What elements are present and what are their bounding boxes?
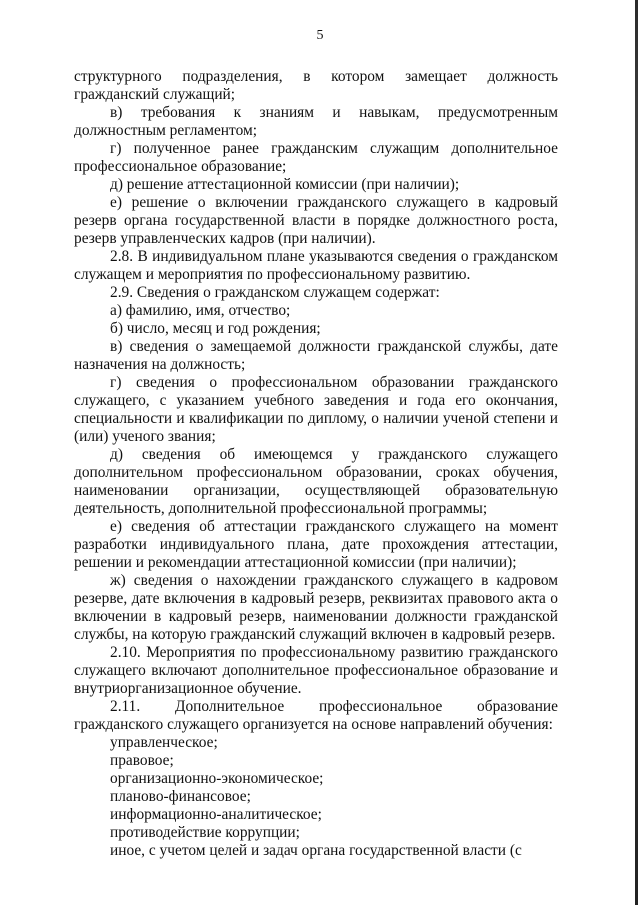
list-item: управленческое;	[110, 734, 218, 751]
paragraph: е) решение о включении гражданского служащего в кадровый резерв органа государственной власти в порядке должностного роста, резерв управленческих кадров (при наличии).	[74, 194, 558, 247]
paragraph: е) сведения об аттестации гражданского служащего на момент разработки индивидуального плана, дате прохождения аттестации, решении и рекомендации аттестационной комиссии (при наличии);	[74, 518, 558, 571]
paragraph: 2.9. Сведения о гражданском служащем содержат:	[110, 284, 440, 301]
paragraph: б) число, месяц и год рождения;	[110, 320, 321, 337]
paragraph: а) фамилию, имя, отчество;	[110, 302, 291, 319]
paragraph: 2.8. В индивидуальном плане указываются сведения о гражданском служащем и мероприятия по профессиональному развитию.	[74, 248, 558, 283]
paragraph: ж) сведения о нахождении гражданского служащего в кадровом резерве, дате включения в кадровый резерв, реквизитах правового акта о включении в кадровый резерв, наименовании должности гражданской службы, на которую гражданский служащий включен в кадровый резерв.	[74, 572, 558, 643]
list-item: правовое;	[110, 752, 174, 769]
paragraph: 2.10. Мероприятия по профессиональному развитию гражданского служащего включают дополнительное профессиональное образование и внутриорганизационное обучение.	[74, 644, 558, 697]
paragraph: д) сведения об имеющемся у гражданского служащего дополнительном профессиональном образовании, сроках обучения, наименовании организации, осуществляющей образовательную деятельность, дополнительной профессиональной программы;	[74, 446, 558, 517]
list-item: иное, с учетом целей и задач органа государственной власти (с	[110, 842, 522, 859]
scan-edge	[635, 0, 638, 905]
paragraph: д) решение аттестационной комиссии (при наличии);	[110, 176, 460, 193]
list-item: организационно-экономическое;	[110, 770, 324, 787]
paragraph: в) сведения о замещаемой должности гражданской службы, дате назначения на должность;	[74, 338, 558, 373]
paragraph: г) полученное ранее гражданским служащим дополнительное профессиональное образование;	[74, 140, 558, 175]
paragraph: 2.11. Дополнительное профессиональное образование гражданского служащего организуется на основе направлений обучения:	[74, 698, 558, 733]
list-item: информационно-аналитическое;	[110, 806, 322, 823]
list-item: планово-финансовое;	[110, 788, 251, 805]
list-item: противодействие коррупции;	[110, 824, 300, 841]
document-body	[74, 68, 558, 860]
paragraph: в) требования к знаниям и навыкам, предусмотренным должностным регламентом;	[74, 104, 558, 139]
paragraph: г) сведения о профессиональном образовании гражданского служащего, с указанием учебного заведения и года его окончания, специальности и квалификации по диплому, о наличии ученой степени и (или) ученого звания;	[74, 374, 558, 445]
paragraph: структурного подразделения, в котором замещает должность гражданский служащий;	[74, 68, 558, 103]
page-number: 5	[316, 28, 324, 43]
